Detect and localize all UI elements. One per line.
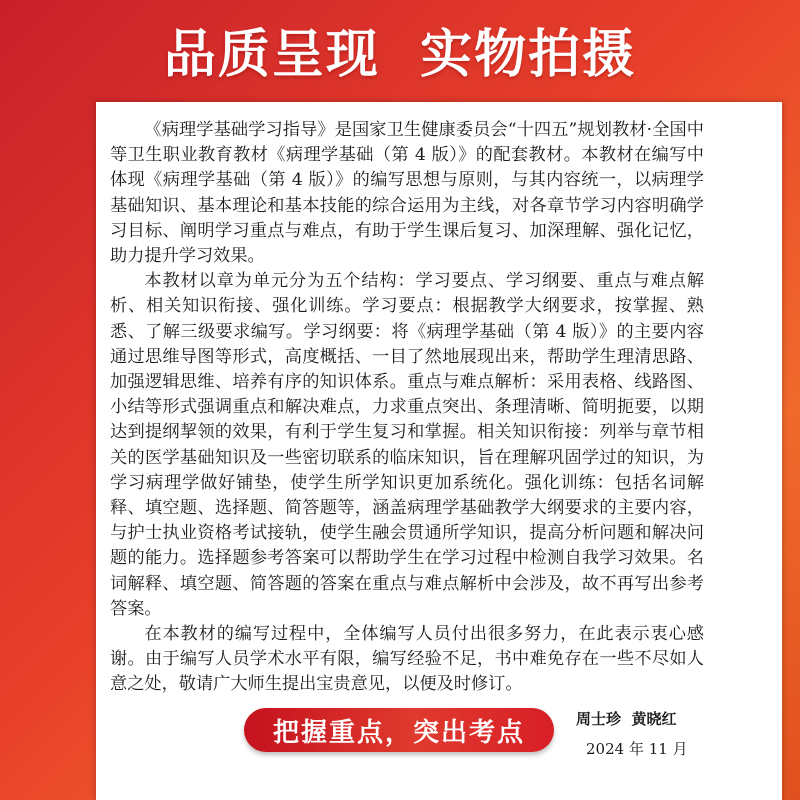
highlight-badge-label: 把握重点，突出考点 — [272, 717, 525, 748]
highlight-badge — [244, 708, 554, 752]
paragraph: 在本教材的编写过程中，全体编写人员付出很多努力，在此表示衷心感谢。由于编写人员学术水平有限，编写经验不足，书中难免存在一些不尽如人意之处，敬请广大师生提出宝贵意见，以便及时修订。 — [110, 624, 704, 695]
paragraph: 《病理学基础学习指导》是国家卫生健康委员会“十四五”规划教材·全国中等卫生职业教育教材《病理学基础（第 4 版）》的配套教材。本教材在编写中体现《病理学基础（第 4 版）》的编写思想与原则，与其内容统一，以病理学基础知识、基本理论和基本技能的综合运用为主线，对各章节学习内容明确学习目标、阐明学习重点与难点，有助于学生课后复习、加深理解、强化记忆，助力提升学习效果。 — [110, 120, 704, 267]
signature-date: 2024 年 11 月 — [586, 740, 688, 758]
banner-title: 品质呈现 实物拍摄 — [163, 24, 637, 85]
paragraph: 本教材以章为单元分为五个结构：学习要点、学习纲要、重点与难点解析、相关知识衔接、强化训练。学习要点：根据教学大纲要求，按掌握、熟悉、了解三级要求编写。学习纲要：将《病理学基础（第 4 版）》的主要内容通过思维导图等形式，高度概括、一目了然地展现出来，帮助学生理清思路、加强逻辑思维、培养有序的知识体系。重点与难点解析：采用表格、线路图、小结等形式强调重点和解决难点，力求重点突出、条理清晰、简明扼要，以期达到提纲挈领的效果，有利于学生复习和掌握。相关知识衔接：列举与章节相关的医学基础知识及一些密切联系的临床知识，旨在理解巩固学过的知识，为学习病理学做好铺垫，使学生所学知识更加系统化。强化训练：包括名词解释、填空题、选择题、简答题等，涵盖病理学基础教学大纲要求的主要内容，与护士执业资格考试接轨，使学生融会贯通所学知识，提高分析问题和解决问题的能力。选择题参考答案可以帮助学生在学习过程中检测自我学习效果。名词解释、填空题、简答题的答案在重点与难点解析中会涉及，故不再写出参考答案。 — [110, 271, 704, 619]
document-page — [96, 102, 782, 800]
header-banner — [0, 0, 800, 98]
document-body — [110, 118, 704, 698]
author-signature: 周士珍 黄晓红 — [576, 710, 677, 728]
